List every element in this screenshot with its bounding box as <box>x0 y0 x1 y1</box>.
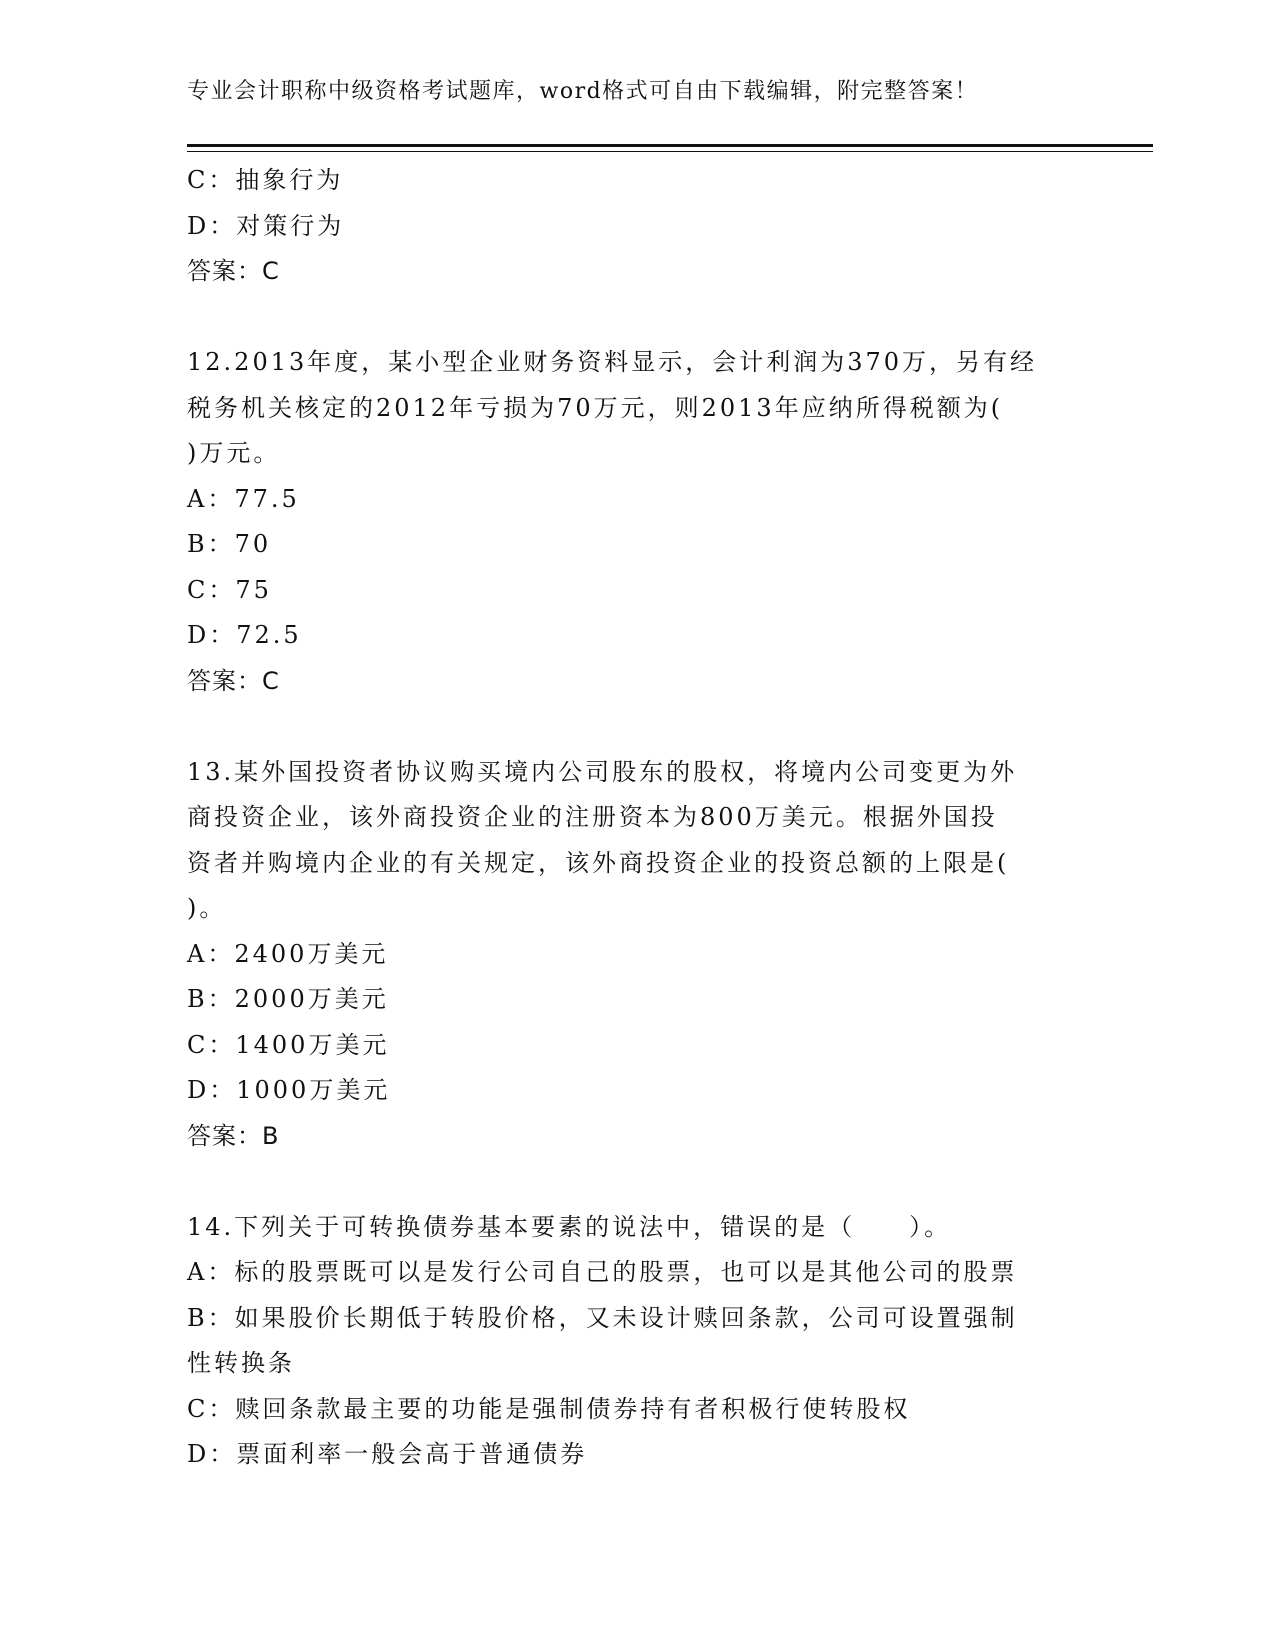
option-line: D：对策行为 <box>187 211 345 240</box>
question-stem: )。 <box>187 894 227 922</box>
question-stem: 商投资企业，该外商投资企业的注册资本为800万美元。根据外国投 <box>187 803 998 831</box>
option-line: C：1400万美元 <box>187 1030 390 1059</box>
option-line: C：抽象行为 <box>187 166 344 194</box>
option-line: B：2000万美元 <box>187 985 389 1013</box>
option-line: 性转换条 <box>187 1349 295 1377</box>
option-line: D：1000万美元 <box>187 1076 391 1104</box>
answer-line: 答案：B <box>187 1121 280 1150</box>
answer-line: 答案：C <box>187 257 280 285</box>
option-line: C：赎回条款最主要的功能是强制债券持有者积极行使转股权 <box>187 1394 911 1423</box>
question-stem: 资者并购境内企业的有关规定，该外商投资企业的投资总额的上限是( <box>187 848 1010 877</box>
question-stem: )万元。 <box>187 439 281 467</box>
answer-line: 答案：C <box>187 666 280 695</box>
option-line: A：标的股票既可以是发行公司自己的股票，也可以是其他公司的股票 <box>187 1258 1018 1286</box>
option-line: A：2400万美元 <box>187 939 389 968</box>
page-header: 专业会计职称中级资格考试题库，word格式可自由下载编辑，附完整答案！ <box>187 79 979 104</box>
question-stem: 12.2013年度，某小型企业财务资料显示，会计利润为370万，另有经 <box>187 348 1038 376</box>
question-stem: 14.下列关于可转换债券基本要素的说法中，错误的是（ ）。 <box>187 1212 952 1241</box>
header-rule-thick <box>187 144 1153 147</box>
question-content <box>187 158 1087 1478</box>
option-line: C：75 <box>187 575 272 604</box>
option-line: A：77.5 <box>187 484 300 513</box>
option-line: B：70 <box>187 530 272 558</box>
question-stem: 13.某外国投资者协议购买境内公司股东的股权，将境内公司变更为外 <box>187 757 1018 786</box>
option-line: D：票面利率一般会高于普通债券 <box>187 1440 588 1468</box>
option-line: B：如果股价长期低于转股价格，又未设计赎回条款，公司可设置强制 <box>187 1303 1018 1332</box>
question-stem: 税务机关核定的2012年亏损为70万元，则2013年应纳所得税额为( <box>187 393 1004 422</box>
option-line: D：72.5 <box>187 621 302 649</box>
header-rule-thin <box>187 151 1153 152</box>
